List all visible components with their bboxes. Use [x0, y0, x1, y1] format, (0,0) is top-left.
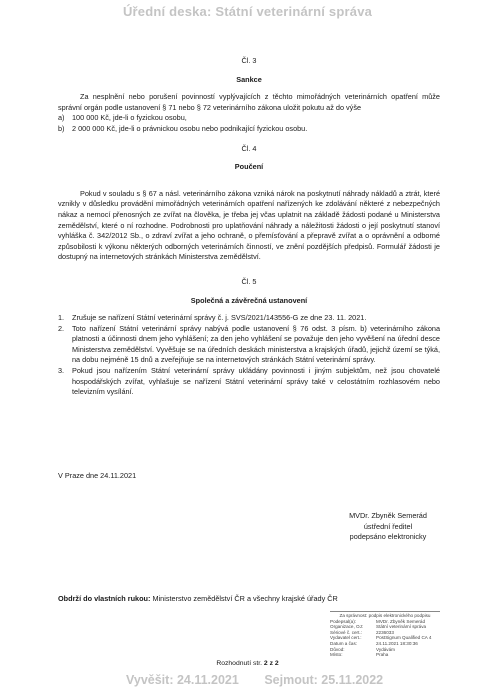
article-4-title: Poučení: [234, 162, 264, 172]
signatory-role: ústřední ředitel: [363, 521, 413, 531]
article-5-title: Společná a závěrečná ustanovení: [190, 295, 308, 305]
article-5-provisions-list: [58, 313, 440, 398]
recipients-text: Ministerstvo zemědělství ČR a všechny krajské úřady ČR: [152, 594, 338, 603]
stamp-row: Podepsal(a): MVDr. Zbyněk Semerád: [330, 618, 426, 624]
stamp-row: Sériové č. cert.: 2236033: [330, 629, 394, 635]
article-5-number: Čl. 5: [241, 276, 257, 286]
list-item: 2. Toto nařízení Státní veterinární správy nabývá podle ustanovení § 76 odst. 3 písm. b) veterinárního zákona platnosti a účinnosti dnem jeho vyhlášení; za den jeho vyhlášení se považuje den jeho vyvěšení na úřední desce Ministerstva zemědělství. Vyvěšuje se na úředních deskách ministerstva a krajských úřadů, jejichž území se týká, na dobu nejméně 15 dnů a zveřejňuje se na internetových stránkách Státní veterinární správy.: [58, 323, 440, 365]
article-4-number: Čl. 4: [241, 143, 257, 153]
recipients-label: Obdrží do vlastních rukou:: [58, 594, 151, 603]
list-item: 1. Zrušuje se nařízení Státní veterinární správy č. j. SVS/2021/143556-G ze dne 23. 11. 2021.: [58, 313, 367, 323]
stamp-row: Důvod: Vydávám: [330, 646, 395, 652]
document-body: [58, 56, 440, 398]
article-3-intro: Za nesplnění nebo porušení povinností vyplývajících z těchto mimořádných veterinárních opatření může správní orgán podle ustanovení § 71 nebo § 72 veterinárního zákona uložit pokutu až do výše: [58, 92, 440, 112]
stamp-row: Místo: Praha: [330, 652, 389, 658]
stamp-row: Datum a čas: 24.11.2021 18:30:36: [330, 640, 418, 646]
posted-date: Vyvěšit: 24.11.2021: [126, 673, 239, 687]
signature-block: [338, 511, 438, 543]
list-item: 3. Pokud jsou nařízením Státní veterinární správy ukládány povinnosti i jiným subjektům, než jsou chovatelé hospodářských zvířat, vyhlašuje se nařízení Státní veterinární správy také v celostátním rozhlasovém nebo televizním vysílání.: [58, 366, 440, 397]
posting-dates-banner: [126, 673, 383, 687]
place-and-date: V Praze dne 24.11.2021: [58, 471, 137, 480]
removal-date: Sejmout: 25.11.2022: [264, 673, 384, 687]
notice-board-banner: Úřední deska: Státní veterinární správa: [122, 4, 373, 19]
list-item: a) 100 000 Kč, jde-li o fyzickou osobu,: [58, 113, 187, 123]
article-4-body: Pokud v souladu s § 67 a násl. veterinárního zákona vzniká nárok na poskytnutí náhrady nákladů a ztrát, které vznikly v důsledku provádění mimořádných veterinárních opatření nařízených ke zdolávání některé z nebezpečných nákaz a nemocí přenosných ze zvířat na člověka, je třeba jej včas uplatnit na základě žádosti podané u Ministerstva zemědělství, které o ní rozhodne. Podrobnosti pro uplatňování náhrady a náležitosti žádosti o její poskytnutí stanoví vyhláška č. 342/2012 Sb., o zdraví zvířat a jeho ochraně, o přemísťování a přepravě zvířat a o oprávnění a odborné způsobilosti k výkonu některých odborných veterinárních činností, ve znění pozdějších předpisů. Formulář žádosti je dostupný na internetových stránkách Ministerstva zemědělství.: [58, 188, 440, 262]
list-item: b) 2 000 000 Kč, jde-li o právnickou osobu nebo podnikající fyzickou osobu.: [58, 123, 308, 133]
article-3-penalty-list: [58, 113, 440, 134]
stamp-row: Vydavatel cert.: PostSignum Qualified CA 4: [330, 635, 432, 641]
signature-note: podepsáno elektronicky: [349, 532, 427, 542]
article-3-title: Sankce: [236, 74, 262, 84]
signatory-name: MVDr. Zbyněk Semerád: [349, 511, 427, 520]
stamp-header: Za správnost: podpis elektronického podpisu: [339, 613, 431, 618]
stamp-row: Organizace, OJ: Státní veterinární správa: [330, 624, 427, 630]
recipients-line: [58, 594, 338, 603]
page-number: Rozhodnutí str. 2 z 2: [216, 660, 279, 667]
article-3-number: Čl. 3: [241, 56, 257, 65]
